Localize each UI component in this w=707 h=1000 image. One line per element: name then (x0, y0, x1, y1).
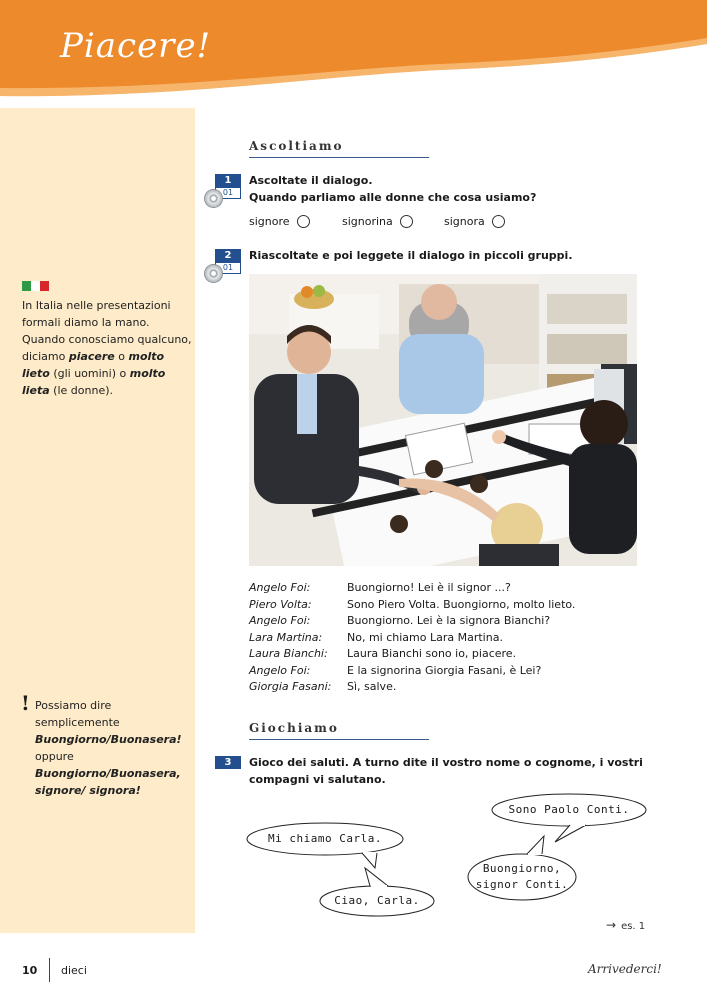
bubble-buongiorno-signor-conti (468, 861, 576, 893)
dialogue-row (249, 630, 669, 647)
photo-illustration (249, 274, 637, 566)
dialogue-line: Sì, salve. (347, 680, 397, 693)
exercise-3-number: 3 (215, 756, 241, 769)
italy-note-text-1: In Italia nelle presentazioni formali diamo la mano. (22, 299, 171, 329)
tip-emph-2: Buongiorno/Buonasera, signore/ signora! (35, 767, 181, 797)
exercise-1-line-1: Ascoltate il dialogo. (249, 174, 373, 187)
page-number: 10 (22, 964, 38, 977)
dialogue-line: Laura Bianchi sono io, piacere. (347, 647, 517, 660)
tip-text-2: oppure (35, 750, 74, 763)
page-number-word: dieci (61, 964, 87, 977)
option-circle[interactable] (400, 215, 413, 228)
exercise-reference-label: es. 1 (621, 921, 646, 932)
italy-note-emph-1: piacere (68, 350, 115, 363)
option-circle[interactable] (492, 215, 505, 228)
italy-note-text-4: (gli uomini) o (49, 367, 130, 380)
section-title-games: Giochiamo (249, 721, 339, 735)
dialogue-line: E la signorina Giorgia Fasani, è Lei? (347, 663, 542, 677)
option-signore[interactable] (249, 215, 310, 228)
greeting-tip-note (35, 697, 193, 799)
exercise-3-instruction: Gioco dei saluti. A turno dite il vostro nome o cognome, i vostri compagni vi salutano. (249, 756, 643, 786)
book-title: Arrivederci! (588, 962, 662, 976)
dialogue-line: Buongiorno! Lei è il signor ...? (347, 581, 511, 594)
tip-emph-1: Buongiorno/Buonasera! (35, 733, 182, 746)
flag-green-stripe (22, 281, 31, 291)
option-signora[interactable] (444, 215, 505, 228)
audio-cd-icon[interactable] (205, 190, 222, 207)
dialogue-speaker: Angelo Foi: (249, 614, 311, 627)
arrow-right-icon: → (606, 918, 617, 932)
option-signorina[interactable] (342, 215, 413, 228)
dialogue-row (249, 679, 669, 696)
tip-text-1: Possiamo dire semplicemente (35, 699, 120, 729)
bubble-line-2: signor Conti. (475, 878, 569, 891)
option-circle[interactable] (297, 215, 310, 228)
dialogue-speaker: Angelo Foi: (249, 663, 311, 677)
exercise-1-instruction (249, 172, 536, 206)
exercise-1-line-2: Quando parliamo alle donne che cosa usiamo? (249, 191, 537, 204)
option-label: signore (249, 215, 290, 228)
flag-white-stripe (31, 281, 40, 291)
dialogue-row (249, 613, 669, 630)
italy-note-text-5: (le donne). (49, 384, 114, 397)
dialogue-row (249, 646, 669, 663)
dialogue-speaker: Giorgia Fasani: (249, 680, 332, 693)
dialogue-row (249, 597, 669, 614)
flag-red-stripe (40, 281, 49, 291)
italy-note-emph-2: molto lieto (22, 350, 165, 380)
sidebar (0, 108, 195, 933)
dialogue-speaker: Lara Martina: (249, 630, 323, 644)
exercise-2-track: 01 (215, 262, 241, 274)
dialogue-transcript (249, 580, 669, 696)
italy-note-emph-3: molto lieta (22, 367, 166, 397)
exclamation-icon: ! (21, 691, 30, 715)
business-meeting-photo (249, 274, 637, 566)
bubble-mi-chiamo-carla: Mi chiamo Carla. (268, 832, 382, 845)
option-label: signorina (342, 215, 393, 228)
dialogue-row (249, 580, 669, 597)
dialogue-speaker: Piero Volta: (249, 597, 312, 611)
exercise-2-number: 2 (215, 249, 241, 262)
exercise-1-number: 1 (215, 174, 241, 187)
page-title: Piacere! (60, 26, 212, 66)
bubble-sono-paolo-conti: Sono Paolo Conti. (508, 803, 630, 816)
audio-cd-icon[interactable] (205, 265, 222, 282)
italy-note-text-2: Quando conosciamo qualcuno, diciamo (22, 333, 192, 363)
page-header (0, 0, 707, 110)
dialogue-row (249, 663, 669, 680)
exercise-reference[interactable] (606, 918, 645, 932)
dialogue-line: No, mi chiamo Lara Martina. (347, 630, 503, 644)
bubble-ciao-carla: Ciao, Carla. (334, 894, 420, 907)
section-rule-games (249, 739, 429, 740)
exercise-1-track: 01 (215, 187, 241, 199)
bubble-line-1: Buongiorno, (482, 862, 562, 875)
footer-divider (49, 958, 50, 982)
exercise-2-instruction: Riascoltate e poi leggete il dialogo in piccoli gruppi. (249, 249, 573, 262)
dialogue-speaker: Angelo Foi: (249, 581, 311, 594)
section-title-listen: Ascoltiamo (249, 139, 344, 153)
dialogue-speaker: Laura Bianchi: (249, 647, 328, 660)
section-rule-listen (249, 157, 429, 158)
italian-flag-icon (22, 281, 49, 291)
dialogue-line: Buongiorno. Lei è la signora Bianchi? (347, 614, 551, 627)
italy-culture-note (22, 297, 192, 399)
dialogue-line: Sono Piero Volta. Buongiorno, molto lieto. (347, 597, 576, 611)
option-label: signora (444, 215, 485, 228)
italy-note-text-3: o (114, 350, 129, 363)
speech-bubbles (240, 790, 660, 924)
